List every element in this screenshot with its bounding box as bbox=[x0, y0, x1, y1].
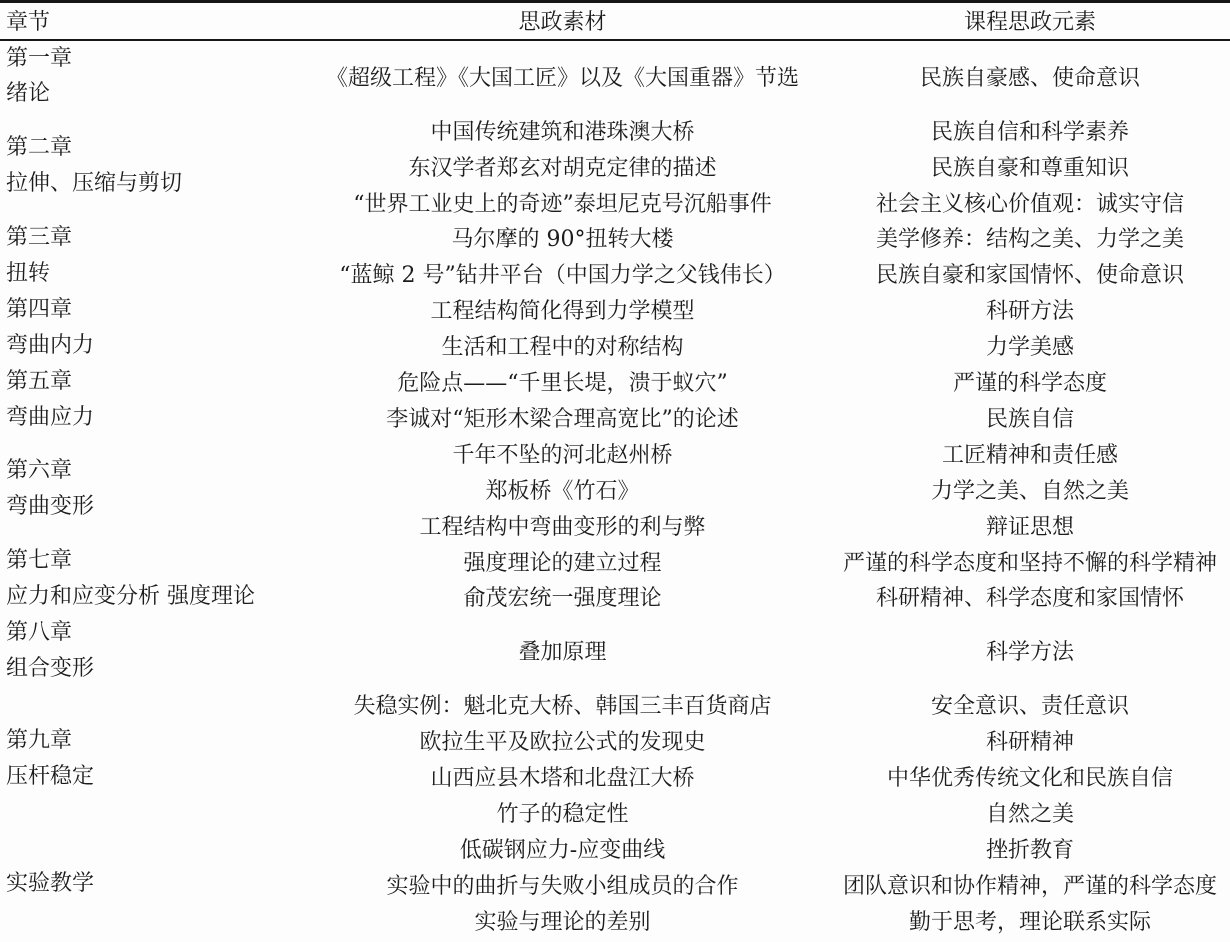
element-cell: 美学修养：结构之美、力学之美 bbox=[875, 227, 1184, 253]
chapter-cell bbox=[0, 40, 295, 113]
material-cell: 强度理论的建立过程 bbox=[463, 550, 662, 576]
chapter-cell bbox=[0, 435, 295, 543]
chapter-line: 弯曲应力 bbox=[6, 404, 95, 430]
column-header-element: 课程思政元素 bbox=[830, 2, 1230, 40]
table-row bbox=[0, 687, 1230, 723]
material-cell: 叠加原理 bbox=[518, 640, 607, 666]
material-cell: 中国传统建筑和港珠澳大桥 bbox=[430, 119, 695, 145]
material-cell: 千年不坠的河北赵州桥 bbox=[452, 442, 673, 468]
chapter-cell bbox=[0, 220, 295, 292]
chapter-cell bbox=[0, 830, 295, 938]
chapter-cell bbox=[0, 292, 295, 364]
chapter-cell bbox=[0, 687, 295, 831]
table-row bbox=[0, 830, 1230, 866]
element-cell: 社会主义核心价值观：诚实守信 bbox=[875, 191, 1184, 217]
material-cell: 低碳钢应力-应变曲线 bbox=[459, 837, 666, 863]
chapter-line: 绪论 bbox=[6, 81, 51, 107]
chapter-line: 第三章 bbox=[6, 224, 73, 250]
material-cell: 工程结构简化得到力学模型 bbox=[430, 299, 695, 325]
material-cell: 生活和工程中的对称结构 bbox=[441, 335, 684, 361]
table-row bbox=[0, 435, 1230, 471]
element-cell: 严谨的科学态度和坚持不懈的科学精神 bbox=[842, 550, 1217, 576]
material-cell: 失稳实例：魁北克大桥、韩国三丰百货商店 bbox=[353, 694, 772, 720]
element-cell: 中华优秀传统文化和民族自信 bbox=[886, 765, 1173, 791]
table-row bbox=[0, 292, 1230, 328]
table-row bbox=[0, 112, 1230, 148]
chapter-line: 组合变形 bbox=[6, 655, 95, 681]
element-cell: 严谨的科学态度 bbox=[952, 371, 1107, 397]
table-body bbox=[0, 40, 1230, 938]
element-cell: 民族自豪感、使命意识 bbox=[919, 65, 1140, 91]
element-cell: 民族自豪和尊重知识 bbox=[930, 155, 1129, 181]
material-cell: 实验中的曲折与失败小组成员的合作 bbox=[386, 873, 739, 899]
element-cell: 民族自信和科学素养 bbox=[930, 119, 1129, 145]
chapter-line: 第六章 bbox=[6, 458, 73, 484]
chapter-line: 第七章 bbox=[6, 548, 73, 574]
element-cell: 科研精神 bbox=[985, 730, 1074, 756]
element-cell: 民族自豪和家国情怀、使命意识 bbox=[875, 263, 1184, 289]
column-header-material: 思政素材 bbox=[295, 2, 830, 40]
chapter-line: 实验教学 bbox=[6, 871, 95, 897]
material-cell: 工程结构中弯曲变形的利与弊 bbox=[419, 514, 706, 540]
header-row bbox=[0, 2, 1230, 40]
chapter-cell bbox=[0, 364, 295, 436]
material-cell: 实验与理论的差别 bbox=[474, 909, 651, 935]
chapter-line: 第五章 bbox=[6, 368, 73, 394]
chapter-line: 第四章 bbox=[6, 296, 73, 322]
element-cell: 辩证思想 bbox=[985, 514, 1074, 540]
material-cell: 《超级工程》《大国工匠》以及《大国重器》节选 bbox=[325, 65, 799, 91]
table-row bbox=[0, 220, 1230, 256]
material-cell: 欧拉生平及欧拉公式的发现史 bbox=[419, 730, 706, 756]
element-cell: 科研精神、科学态度和家国情怀 bbox=[875, 586, 1184, 612]
chapter-line: 第八章 bbox=[6, 619, 73, 645]
material-cell: 危险点——“千里长堤，溃于蚁穴” bbox=[397, 371, 728, 397]
element-cell: 力学之美、自然之美 bbox=[930, 478, 1129, 504]
table-row bbox=[0, 364, 1230, 400]
table-row bbox=[0, 615, 1230, 687]
material-cell: 马尔摩的 90°扭转大楼 bbox=[451, 227, 674, 253]
chapter-line: 弯曲变形 bbox=[6, 494, 95, 520]
element-cell: 团队意识和协作精神，严谨的科学态度 bbox=[842, 873, 1217, 899]
element-cell: 民族自信 bbox=[985, 406, 1074, 432]
chapter-cell bbox=[0, 112, 295, 220]
chapter-line: 压杆稳定 bbox=[6, 763, 95, 789]
chapter-cell bbox=[0, 615, 295, 687]
table-row bbox=[0, 543, 1230, 579]
material-cell: 竹子的稳定性 bbox=[496, 801, 629, 827]
column-header-chapter: 章节 bbox=[0, 2, 295, 40]
material-cell: “蓝鲸 2 号”钻井平台（中国力学之父钱伟长） bbox=[339, 263, 786, 289]
element-cell: 自然之美 bbox=[985, 801, 1074, 827]
material-cell: 山西应县木塔和北盘江大桥 bbox=[430, 765, 695, 791]
element-cell: 力学美感 bbox=[985, 335, 1074, 361]
material-cell: 东汉学者郑玄对胡克定律的描述 bbox=[408, 155, 717, 181]
element-cell: 工匠精神和责任感 bbox=[941, 442, 1118, 468]
element-cell: 挫折教育 bbox=[985, 837, 1074, 863]
table-header bbox=[0, 2, 1230, 40]
material-cell: 李诚对“矩形木梁合理高宽比”的论述 bbox=[386, 406, 739, 432]
material-cell: “世界工业史上的奇迹”泰坦尼克号沉船事件 bbox=[353, 191, 772, 217]
chapter-line: 第二章 bbox=[6, 135, 73, 161]
material-cell: 俞茂宏统一强度理论 bbox=[463, 586, 662, 612]
element-cell: 科学方法 bbox=[985, 640, 1074, 666]
chapter-line: 拉伸、压缩与剪切 bbox=[6, 171, 183, 197]
chapter-cell bbox=[0, 543, 295, 615]
table-row bbox=[0, 40, 1230, 113]
element-cell: 勤于思考，理论联系实际 bbox=[908, 909, 1151, 935]
element-cell: 安全意识、责任意识 bbox=[930, 694, 1129, 720]
chapter-line: 第一章 bbox=[6, 45, 73, 71]
chapter-line: 应力和应变分析 强度理论 bbox=[6, 584, 255, 609]
chapter-line: 第九章 bbox=[6, 727, 73, 753]
element-cell: 科研方法 bbox=[985, 299, 1074, 325]
material-cell: 郑板桥《竹石》 bbox=[485, 478, 640, 504]
chapter-line: 扭转 bbox=[6, 260, 51, 286]
chapter-line: 弯曲内力 bbox=[6, 332, 95, 358]
